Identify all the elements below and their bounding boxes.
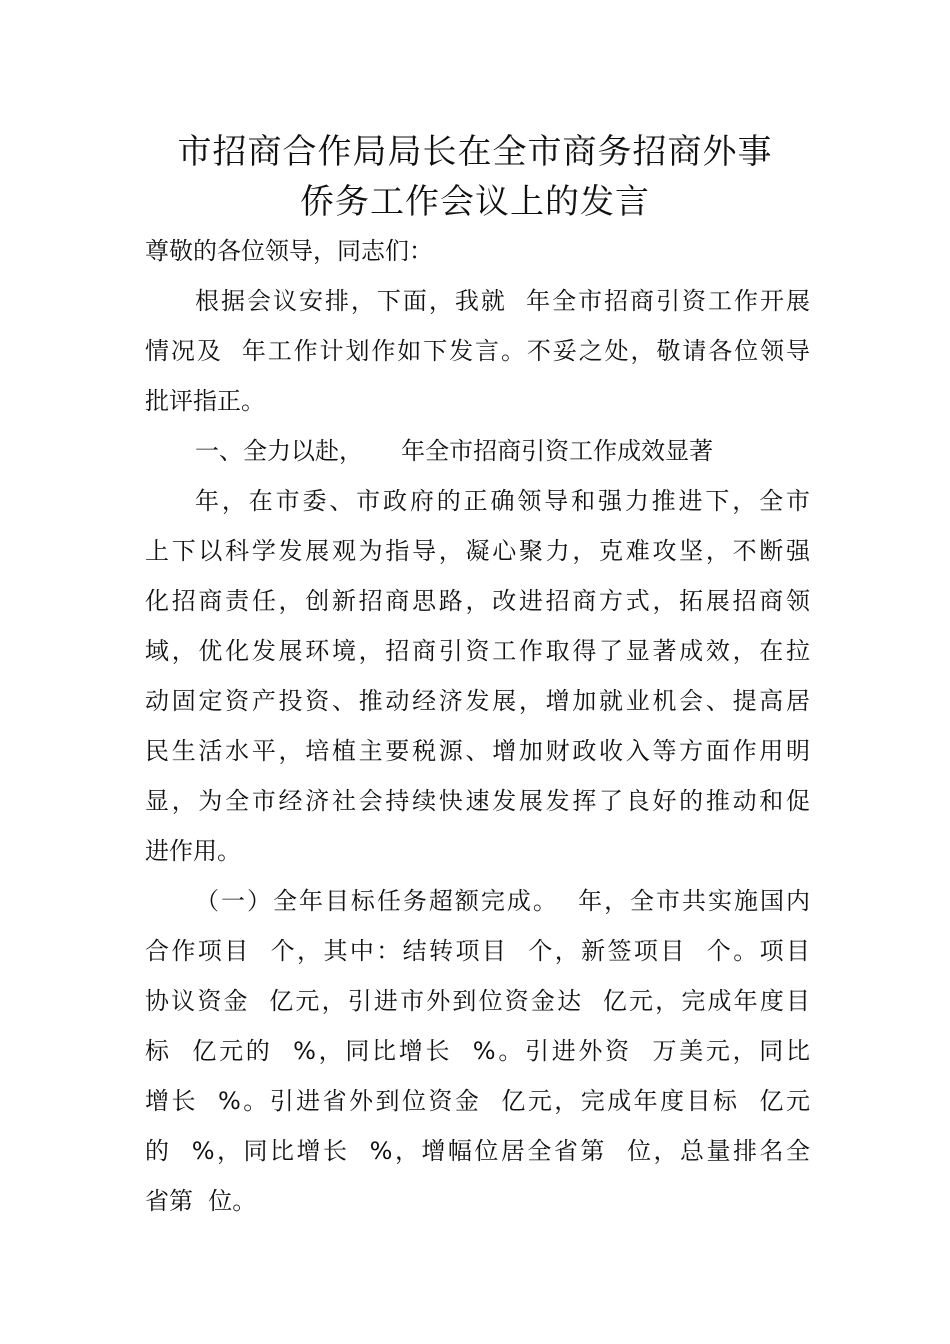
document-title-line-2: 侨务工作会议上的发言 (300, 182, 650, 222)
paragraph-line: 年，在市委、市政府的正确领导和强力推进下，全市 (195, 487, 810, 515)
paragraph-line: 增长 %。引进省外到位资金 亿元，完成年度目标 亿元 (145, 1087, 810, 1115)
document-title-line-1: 市招商合作局局长在全市商务招商外事 (177, 132, 773, 172)
paragraph-line: 合作项目 个，其中：结转项目 个，新签项目 个。项目 (145, 937, 810, 965)
salutation: 尊敬的各位领导，同志们： (145, 237, 433, 265)
paragraph-line: 民生活水平，培植主要税源、增加财政收入等方面作用明 (145, 737, 810, 765)
paragraph-line: 的 %，同比增长 %，增幅位居全省第 位，总量排名全 (145, 1137, 810, 1165)
paragraph-line: 动固定资产投资、推动经济发展，增加就业机会、提高居 (145, 687, 810, 715)
paragraph-line: 域，优化发展环境，招商引资工作取得了显著成效，在拉 (145, 637, 810, 665)
paragraph-line: 进作用。 (145, 837, 241, 865)
paragraph-line: 情况及 年工作计划作如下发言。不妥之处，敬请各位领导 (145, 337, 810, 365)
subsection-line: （一）全年目标任务超额完成。 年，全市共实施国内 (195, 887, 810, 915)
section-heading: 一、全力以赴， 年全市招商引资工作成效显著 (195, 437, 714, 465)
paragraph-line: 标 亿元的 %，同比增长 %。引进外资 万美元，同比 (145, 1037, 810, 1065)
paragraph-line: 化招商责任，创新招商思路，改进招商方式，拓展招商领 (145, 587, 810, 615)
paragraph-line: 批评指正。 (145, 387, 265, 415)
paragraph-line: 上下以科学发展观为指导，凝心聚力，克难攻坚，不断强 (145, 537, 810, 565)
paragraph-line: 根据会议安排，下面，我就 年全市招商引资工作开展 (195, 287, 810, 315)
paragraph-line: 省第 位。 (145, 1187, 257, 1215)
paragraph-line: 协议资金 亿元，引进市外到位资金达 亿元，完成年度目 (145, 987, 810, 1015)
paragraph-line: 显，为全市经济社会持续快速发展发挥了良好的推动和促 (145, 787, 810, 815)
